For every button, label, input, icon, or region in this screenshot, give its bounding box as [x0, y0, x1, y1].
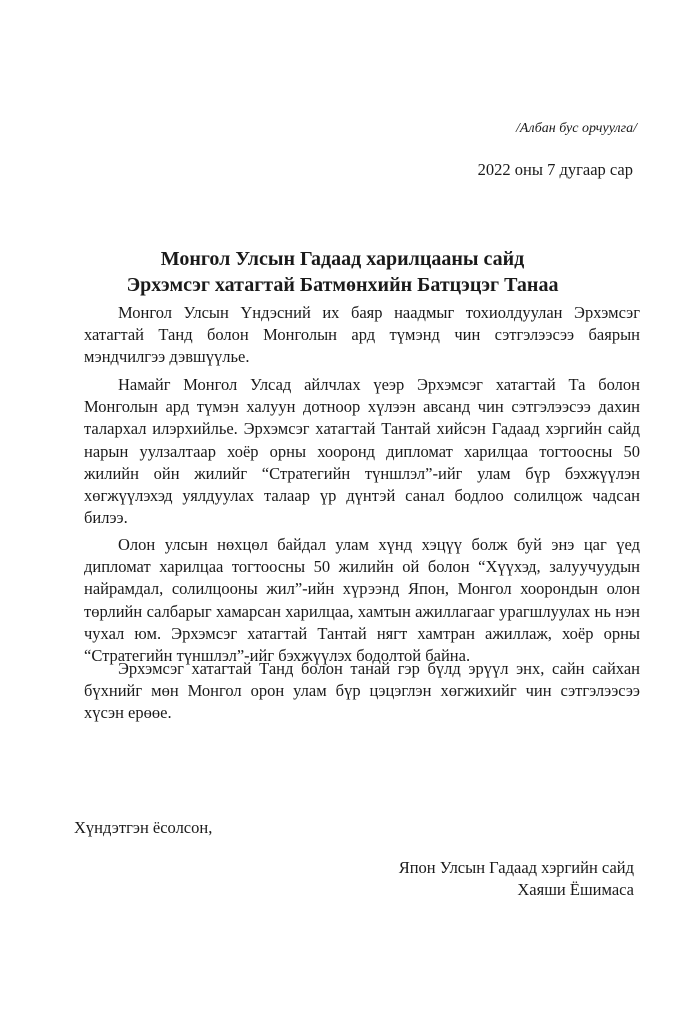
body-paragraph	[84, 534, 640, 667]
paragraph-text: Намайг Монгол Улсад айлчлах үеэр Эрхэмсэг хатагтай Та болон Монголын ард түмэн халуун дотноор хүлээн авсанд чин сэтгэлээсээ дахин талархал илэрхийлье. Эрхэмсэг хатагтай Тантай хийсэн Гадаад хэргийн сайд нарын уулзалтаар хоёр орны хооронд дипломат харилцаа тогтоосны 50 жилийн ойн жилийг “Стратегийн түншлэл”-ийг улам бүр бэхжүүлэн хөгжүүлэхэд уялдуулах талаар үр дүнтэй санал бодлоо солилцож чадсан билээ.	[84, 375, 640, 528]
closing-salutation: Хүндэтгэн ёсолсон,	[74, 818, 213, 837]
paragraph-text: Олон улсын нөхцөл байдал улам хүнд хэцүү болж буй энэ цаг үед дипломат харилцаа тогтоосны 50 жилийн ой болон “Хүүхэд, залуучуудын найрамдал, солилцооны жил”-ийн хүрээнд Япон, Монгол хоорондын олон төрлийн салбарыг хамарсан харилцаа, хамтын ажиллагааг урагшлуулах нь нэн чухал юм. Эрхэмсэг хатагтай Тантай нягт хамтран ажиллаж, хоёр орны “Стратегийн түншлэл”-ийг бэхжүүлэх бодолтой байна.	[84, 535, 640, 666]
letter-date: 2022 оны 7 дугаар сар	[477, 160, 633, 179]
body-paragraph	[84, 302, 640, 369]
unofficial-translation-note: /Албан бус орчуулга/	[516, 121, 637, 136]
paragraph-text: Монгол Улсын Үндэсний их баяр наадмыг тохиолдуулан Эрхэмсэг хатагтай Танд болон Монголын ард түмэнд чин сэтгэлээсээ баярын мэндчилгээ дэвшүүлье.	[84, 303, 640, 367]
body-paragraph	[84, 658, 640, 725]
addressee-title-line-1: Монгол Улсын Гадаад харилцааны сайд	[160, 248, 525, 270]
signatory-title: Япон Улсын Гадаад хэргийн сайд	[398, 858, 634, 877]
signatory-name: Хаяши Ёшимаса	[517, 880, 634, 899]
body-paragraph	[84, 374, 640, 529]
paragraph-text: Эрхэмсэг хатагтай Танд болон танай гэр бүлд эрүүл энх, сайн сайхан бүхнийг мөн Монгол орон улам бүр цэцэглэн хөгжихийг чин сэтгэлээсээ хүсэн ерөөе.	[84, 659, 640, 723]
addressee-title-line-2: Эрхэмсэг хатагтай Батмөнхийн Батцэцэг Танаа	[126, 274, 559, 296]
